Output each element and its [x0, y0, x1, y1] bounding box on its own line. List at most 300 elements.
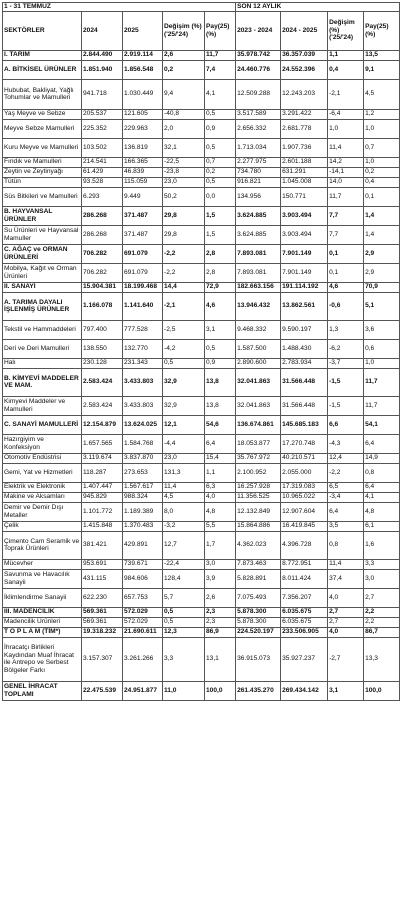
sector-name: II. SANAYİ — [3, 282, 82, 292]
change-pct: 14,4 — [163, 282, 205, 292]
sector-name: Kuru Meyve ve Mamulleri — [3, 138, 82, 157]
value-2024-2025: 16.419.845 — [281, 521, 328, 531]
share-12m-pct: 6,4 — [364, 434, 400, 453]
share-pct: 6,3 — [205, 482, 236, 492]
table-row — [3, 119, 400, 138]
change-pct: 4,5 — [163, 492, 205, 502]
table-row — [3, 50, 400, 60]
value-2023-2024: 4.362.023 — [236, 531, 281, 559]
change-12m-pct: 4,0 — [328, 627, 364, 637]
value-2024: 1.415.848 — [82, 521, 123, 531]
value-2025: 166.365 — [123, 157, 163, 167]
value-2023-2024: 261.435.270 — [236, 681, 281, 700]
value-2024: 93.528 — [82, 177, 123, 187]
change-12m-pct: 11,4 — [328, 559, 364, 569]
sector-name: Makine ve Aksamları — [3, 492, 82, 502]
value-2024-2025: 269.434.142 — [281, 681, 328, 700]
value-2025: 9.449 — [123, 187, 163, 206]
table-row — [3, 559, 400, 569]
value-2024: 622.230 — [82, 588, 123, 607]
value-2024-2025: 191.114.192 — [281, 282, 328, 292]
value-2024-2025: 631.291 — [281, 167, 328, 177]
value-2023-2024: 134.956 — [236, 187, 281, 206]
value-2024-2025: 1.045.008 — [281, 177, 328, 187]
value-2023-2024: 7.873.463 — [236, 559, 281, 569]
sector-export-table — [2, 2, 400, 701]
value-2024: 1.407.447 — [82, 482, 123, 492]
change-pct: 0,5 — [163, 607, 205, 617]
value-2024: 103.502 — [82, 138, 123, 157]
rolling-label: SON 12 AYLIK — [236, 3, 400, 12]
table-row — [3, 415, 400, 434]
value-2024-2025: 13.862.561 — [281, 292, 328, 320]
table-row — [3, 627, 400, 637]
share-12m-pct: 54,1 — [364, 415, 400, 434]
change-pct: 29,8 — [163, 206, 205, 225]
share-pct: 86,9 — [205, 627, 236, 637]
value-2025: 429.891 — [123, 531, 163, 559]
share-pct: 2,6 — [205, 588, 236, 607]
value-2024: 2.583.424 — [82, 368, 123, 396]
value-2023-2024: 5.878.300 — [236, 607, 281, 617]
value-2025: 136.819 — [123, 138, 163, 157]
value-2025: 2.919.114 — [123, 50, 163, 60]
share-pct: 2,8 — [205, 263, 236, 282]
sector-name: Tütün — [3, 177, 82, 187]
share-pct: 0,9 — [205, 119, 236, 138]
share-pct: 13,8 — [205, 396, 236, 415]
value-2025: 273.653 — [123, 463, 163, 482]
sector-name: I. TARIM — [3, 50, 82, 60]
change-12m-pct: 0,1 — [328, 244, 364, 263]
table-row — [3, 681, 400, 700]
sector-name: A. TARIMA DAYALI İŞLENMİŞ ÜRÜNLER — [3, 292, 82, 320]
sector-name: Çelik — [3, 521, 82, 531]
sector-name: Zeytin ve Zeytinyağı — [3, 167, 82, 177]
value-2024: 797.400 — [82, 320, 123, 339]
value-2025: 572.029 — [123, 617, 163, 627]
table-row — [3, 167, 400, 177]
sector-name: Demir ve Demir Dışı Metaller — [3, 502, 82, 521]
sector-name: Deri ve Deri Mamulleri — [3, 339, 82, 358]
sector-name: Meyve Sebze Mamulleri — [3, 119, 82, 138]
sector-name: İhracatçı Birlikleri Kaydından Muaf İhracat ile Antrepo ve Serbest Bölgeler Farkı — [3, 637, 82, 681]
value-2023-2024: 916.821 — [236, 177, 281, 187]
sector-name: Madencilik Ürünleri — [3, 617, 82, 627]
value-2025: 18.199.468 — [123, 282, 163, 292]
share-12m-pct: 5,1 — [364, 292, 400, 320]
value-2024: 22.475.539 — [82, 681, 123, 700]
sector-name: Savunma ve Havacılık Sanayii — [3, 569, 82, 588]
value-2024: 569.361 — [82, 607, 123, 617]
share-pct: 54,6 — [205, 415, 236, 434]
value-2025: 24.951.877 — [123, 681, 163, 700]
change-pct: 2,0 — [163, 119, 205, 138]
table-row — [3, 521, 400, 531]
col-2024: 2024 — [82, 11, 123, 50]
value-2023-2024: 2.100.952 — [236, 463, 281, 482]
value-2025: 739.671 — [123, 559, 163, 569]
value-2024: 214.541 — [82, 157, 123, 167]
value-2024: 286.268 — [82, 206, 123, 225]
value-2024-2025: 7.901.149 — [281, 263, 328, 282]
value-2025: 3.433.803 — [123, 396, 163, 415]
value-2023-2024: 5.828.891 — [236, 569, 281, 588]
value-2024-2025: 17.270.748 — [281, 434, 328, 453]
sector-name: Fındık ve Mamulleri — [3, 157, 82, 167]
value-2024: 286.268 — [82, 225, 123, 244]
value-2023-2024: 12.509.288 — [236, 79, 281, 109]
value-2025: 1.141.640 — [123, 292, 163, 320]
change-pct: 29,8 — [163, 225, 205, 244]
table-row — [3, 79, 400, 109]
share-12m-pct: 1,6 — [364, 531, 400, 559]
value-2024: 431.115 — [82, 569, 123, 588]
change-pct: 50,2 — [163, 187, 205, 206]
value-2023-2024: 18.053.877 — [236, 434, 281, 453]
sector-name: Mücevher — [3, 559, 82, 569]
change-12m-pct: -1,5 — [328, 368, 364, 396]
table-row — [3, 187, 400, 206]
share-pct: 0,0 — [205, 187, 236, 206]
share-12m-pct: 3,0 — [364, 569, 400, 588]
change-pct: 0,2 — [163, 60, 205, 79]
share-12m-pct: 0,8 — [364, 463, 400, 482]
share-12m-pct: 1,2 — [364, 109, 400, 119]
change-12m-pct: 11,4 — [328, 138, 364, 157]
share-12m-pct: 9,1 — [364, 60, 400, 79]
value-2024: 15.904.381 — [82, 282, 123, 292]
value-2023-2024: 12.132.849 — [236, 502, 281, 521]
value-2024-2025: 150.771 — [281, 187, 328, 206]
value-2024-2025: 2.783.934 — [281, 358, 328, 368]
change-12m-pct: 4,6 — [328, 282, 364, 292]
value-2024: 1.657.565 — [82, 434, 123, 453]
share-pct: 11,7 — [205, 50, 236, 60]
value-2025: 21.690.611 — [123, 627, 163, 637]
share-12m-pct: 3,3 — [364, 559, 400, 569]
sector-name: Su Ürünleri ve Hayvansal Mamuller — [3, 225, 82, 244]
value-2024-2025: 10.965.022 — [281, 492, 328, 502]
share-12m-pct: 100,0 — [364, 681, 400, 700]
share-pct: 13,1 — [205, 637, 236, 681]
value-2024-2025: 7.356.207 — [281, 588, 328, 607]
value-2023-2024: 7.893.081 — [236, 244, 281, 263]
change-pct: 11,4 — [163, 482, 205, 492]
share-12m-pct: 13,3 — [364, 637, 400, 681]
change-12m-pct: -2,2 — [328, 463, 364, 482]
value-2024: 225.352 — [82, 119, 123, 138]
change-12m-pct: 2,7 — [328, 617, 364, 627]
share-12m-pct: 1,4 — [364, 206, 400, 225]
change-12m-pct: 14,0 — [328, 177, 364, 187]
value-2024-2025: 2.681.778 — [281, 119, 328, 138]
value-2025: 132.770 — [123, 339, 163, 358]
share-pct: 0,5 — [205, 109, 236, 119]
change-pct: 32,1 — [163, 138, 205, 157]
table-row — [3, 358, 400, 368]
value-2023-2024: 5.878.300 — [236, 617, 281, 627]
col-2025: 2025 — [123, 11, 163, 50]
share-12m-pct: 4,5 — [364, 79, 400, 109]
value-2023-2024: 182.663.156 — [236, 282, 281, 292]
value-2024: 941.718 — [82, 79, 123, 109]
change-pct: -23,8 — [163, 167, 205, 177]
value-2024-2025: 35.927.237 — [281, 637, 328, 681]
value-2023-2024: 9.468.332 — [236, 320, 281, 339]
share-12m-pct: 1,0 — [364, 358, 400, 368]
sector-name: Otomotiv Endüstrisi — [3, 453, 82, 463]
change-pct: 9,4 — [163, 79, 205, 109]
change-pct: 23,0 — [163, 177, 205, 187]
table-row — [3, 206, 400, 225]
share-pct: 5,5 — [205, 521, 236, 531]
share-pct: 3,0 — [205, 559, 236, 569]
value-2024-2025: 4.396.728 — [281, 531, 328, 559]
sector-name: Tekstil ve Hammaddeleri — [3, 320, 82, 339]
share-12m-pct: 6,4 — [364, 482, 400, 492]
value-2024-2025: 1.488.430 — [281, 339, 328, 358]
value-2024-2025: 12.243.203 — [281, 79, 328, 109]
table-row — [3, 244, 400, 263]
table-row — [3, 339, 400, 358]
share-12m-pct: 1,4 — [364, 225, 400, 244]
share-12m-pct: 0,6 — [364, 339, 400, 358]
value-2023-2024: 2.890.600 — [236, 358, 281, 368]
change-12m-pct: -3,7 — [328, 358, 364, 368]
share-12m-pct: 86,7 — [364, 627, 400, 637]
col-2024-2025: 2024 - 2025 — [281, 11, 328, 50]
value-2025: 115.059 — [123, 177, 163, 187]
change-12m-pct: 1,3 — [328, 320, 364, 339]
change-12m-pct: -14,1 — [328, 167, 364, 177]
value-2025: 988.324 — [123, 492, 163, 502]
sector-name: III. MADENCİLİK — [3, 607, 82, 617]
value-2024-2025: 6.035.675 — [281, 607, 328, 617]
share-pct: 3,9 — [205, 569, 236, 588]
share-12m-pct: 0,2 — [364, 167, 400, 177]
share-12m-pct: 6,1 — [364, 521, 400, 531]
col-change: Değişim (%) ('25/'24) — [163, 11, 205, 50]
value-2025: 691.079 — [123, 244, 163, 263]
share-pct: 100,0 — [205, 681, 236, 700]
value-2023-2024: 35.978.742 — [236, 50, 281, 60]
change-pct: -4,2 — [163, 339, 205, 358]
value-2024: 706.282 — [82, 244, 123, 263]
table-row — [3, 282, 400, 292]
sector-name: C. SANAYİ MAMULLERİ — [3, 415, 82, 434]
change-12m-pct: 1,1 — [328, 50, 364, 60]
value-2025: 231.343 — [123, 358, 163, 368]
change-pct: -2,5 — [163, 320, 205, 339]
table-row — [3, 463, 400, 482]
share-pct: 4,1 — [205, 79, 236, 109]
sector-name: Mobilya, Kağıt ve Orman Ürünleri — [3, 263, 82, 282]
share-12m-pct: 1,0 — [364, 119, 400, 138]
change-12m-pct: 0,8 — [328, 531, 364, 559]
value-2025: 1.584.768 — [123, 434, 163, 453]
share-12m-pct: 13,5 — [364, 50, 400, 60]
sector-name: Halı — [3, 358, 82, 368]
value-2024: 3.119.674 — [82, 453, 123, 463]
value-2025: 3.433.803 — [123, 368, 163, 396]
value-2024: 1.101.772 — [82, 502, 123, 521]
col-share-12m: Pay(25) (%) — [364, 11, 400, 50]
change-12m-pct: 12,4 — [328, 453, 364, 463]
value-2024-2025: 8.772.951 — [281, 559, 328, 569]
table-row — [3, 263, 400, 282]
share-pct: 3,1 — [205, 320, 236, 339]
value-2025: 371.487 — [123, 225, 163, 244]
value-2024: 19.318.232 — [82, 627, 123, 637]
col-change-12m: Değişim (%) ('25/'24) — [328, 11, 364, 50]
value-2024: 953.691 — [82, 559, 123, 569]
table-row — [3, 492, 400, 502]
value-2023-2024: 136.674.861 — [236, 415, 281, 434]
value-2024-2025: 8.011.424 — [281, 569, 328, 588]
change-12m-pct: 0,1 — [328, 263, 364, 282]
change-12m-pct: 7,7 — [328, 206, 364, 225]
value-2025: 371.487 — [123, 206, 163, 225]
period-label: 1 - 31 TEMMUZ — [3, 3, 236, 12]
period-header-row — [3, 3, 400, 12]
value-2024-2025: 233.506.905 — [281, 627, 328, 637]
value-2024: 12.154.879 — [82, 415, 123, 434]
value-2024-2025: 12.907.604 — [281, 502, 328, 521]
share-12m-pct: 0,4 — [364, 177, 400, 187]
column-header-row — [3, 11, 400, 50]
change-pct: -22,4 — [163, 559, 205, 569]
share-pct: 0,7 — [205, 157, 236, 167]
value-2023-2024: 36.915.073 — [236, 637, 281, 681]
value-2025: 657.753 — [123, 588, 163, 607]
share-12m-pct: 0,1 — [364, 187, 400, 206]
sector-name: Kimyevi Maddeler ve Mamulleri — [3, 396, 82, 415]
share-pct: 0,5 — [205, 339, 236, 358]
share-12m-pct: 11,7 — [364, 396, 400, 415]
value-2024-2025: 1.907.736 — [281, 138, 328, 157]
share-12m-pct: 14,9 — [364, 453, 400, 463]
share-pct: 0,5 — [205, 177, 236, 187]
value-2024-2025: 9.590.197 — [281, 320, 328, 339]
change-pct: -3,2 — [163, 521, 205, 531]
share-pct: 7,4 — [205, 60, 236, 79]
value-2024-2025: 3.291.422 — [281, 109, 328, 119]
value-2024-2025: 31.566.448 — [281, 396, 328, 415]
share-12m-pct: 2,2 — [364, 617, 400, 627]
share-12m-pct: 2,2 — [364, 607, 400, 617]
value-2025: 1.189.389 — [123, 502, 163, 521]
share-pct: 1,7 — [205, 531, 236, 559]
value-2024-2025: 2.601.188 — [281, 157, 328, 167]
change-pct: 3,3 — [163, 637, 205, 681]
col-sector: SEKTÖRLER — [3, 11, 82, 50]
share-pct: 4,8 — [205, 502, 236, 521]
value-2025: 13.624.025 — [123, 415, 163, 434]
value-2024: 945.829 — [82, 492, 123, 502]
value-2023-2024: 2.656.332 — [236, 119, 281, 138]
change-12m-pct: -3,4 — [328, 492, 364, 502]
value-2024: 3.157.307 — [82, 637, 123, 681]
share-12m-pct: 4,8 — [364, 502, 400, 521]
table-row — [3, 453, 400, 463]
value-2024-2025: 145.685.183 — [281, 415, 328, 434]
change-12m-pct: 6,6 — [328, 415, 364, 434]
change-12m-pct: 0,4 — [328, 60, 364, 79]
share-pct: 15,4 — [205, 453, 236, 463]
value-2024: 230.128 — [82, 358, 123, 368]
change-12m-pct: -1,5 — [328, 396, 364, 415]
share-12m-pct: 70,9 — [364, 282, 400, 292]
change-pct: -2,2 — [163, 263, 205, 282]
value-2024-2025: 7.901.149 — [281, 244, 328, 263]
change-pct: -2,1 — [163, 292, 205, 320]
sector-name: A. BİTKİSEL ÜRÜNLER — [3, 60, 82, 79]
change-pct: -4,4 — [163, 434, 205, 453]
value-2023-2024: 1.587.500 — [236, 339, 281, 358]
table-row — [3, 502, 400, 521]
table-row — [3, 138, 400, 157]
table-row — [3, 225, 400, 244]
value-2023-2024: 13.946.432 — [236, 292, 281, 320]
change-12m-pct: 2,7 — [328, 607, 364, 617]
table-row — [3, 637, 400, 681]
table-row — [3, 617, 400, 627]
change-12m-pct: 7,7 — [328, 225, 364, 244]
value-2025: 691.079 — [123, 263, 163, 282]
share-pct: 0,9 — [205, 358, 236, 368]
change-pct: -40,8 — [163, 109, 205, 119]
value-2024-2025: 2.055.000 — [281, 463, 328, 482]
value-2023-2024: 35.767.972 — [236, 453, 281, 463]
sector-name: T O P L A M (TİM*) — [3, 627, 82, 637]
change-pct: -22,5 — [163, 157, 205, 167]
value-2024-2025: 36.357.039 — [281, 50, 328, 60]
value-2025: 1.370.483 — [123, 521, 163, 531]
value-2023-2024: 3.624.885 — [236, 206, 281, 225]
value-2024: 118.287 — [82, 463, 123, 482]
value-2024: 2.583.424 — [82, 396, 123, 415]
table-row — [3, 177, 400, 187]
change-pct: 5,7 — [163, 588, 205, 607]
change-12m-pct: -2,7 — [328, 637, 364, 681]
value-2023-2024: 3.517.589 — [236, 109, 281, 119]
value-2025: 121.605 — [123, 109, 163, 119]
value-2025: 3.837.870 — [123, 453, 163, 463]
value-2023-2024: 24.460.776 — [236, 60, 281, 79]
change-12m-pct: 6,5 — [328, 482, 364, 492]
table-row — [3, 396, 400, 415]
sector-name: C. AĞAÇ ve ORMAN ÜRÜNLERİ — [3, 244, 82, 263]
value-2024-2025: 24.552.396 — [281, 60, 328, 79]
change-12m-pct: 3,1 — [328, 681, 364, 700]
table-row — [3, 157, 400, 167]
share-12m-pct: 2,9 — [364, 244, 400, 263]
change-12m-pct: 11,7 — [328, 187, 364, 206]
col-share: Pay(25) (%) — [205, 11, 236, 50]
value-2025: 3.261.266 — [123, 637, 163, 681]
share-pct: 13,8 — [205, 368, 236, 396]
share-pct: 1,1 — [205, 463, 236, 482]
table-row — [3, 60, 400, 79]
sector-name: Çimento Cam Seramik ve Toprak Ürünleri — [3, 531, 82, 559]
value-2023-2024: 32.041.863 — [236, 368, 281, 396]
table-row — [3, 368, 400, 396]
value-2025: 984.606 — [123, 569, 163, 588]
value-2023-2024: 7.075.493 — [236, 588, 281, 607]
value-2025: 777.528 — [123, 320, 163, 339]
change-pct: 12,3 — [163, 627, 205, 637]
